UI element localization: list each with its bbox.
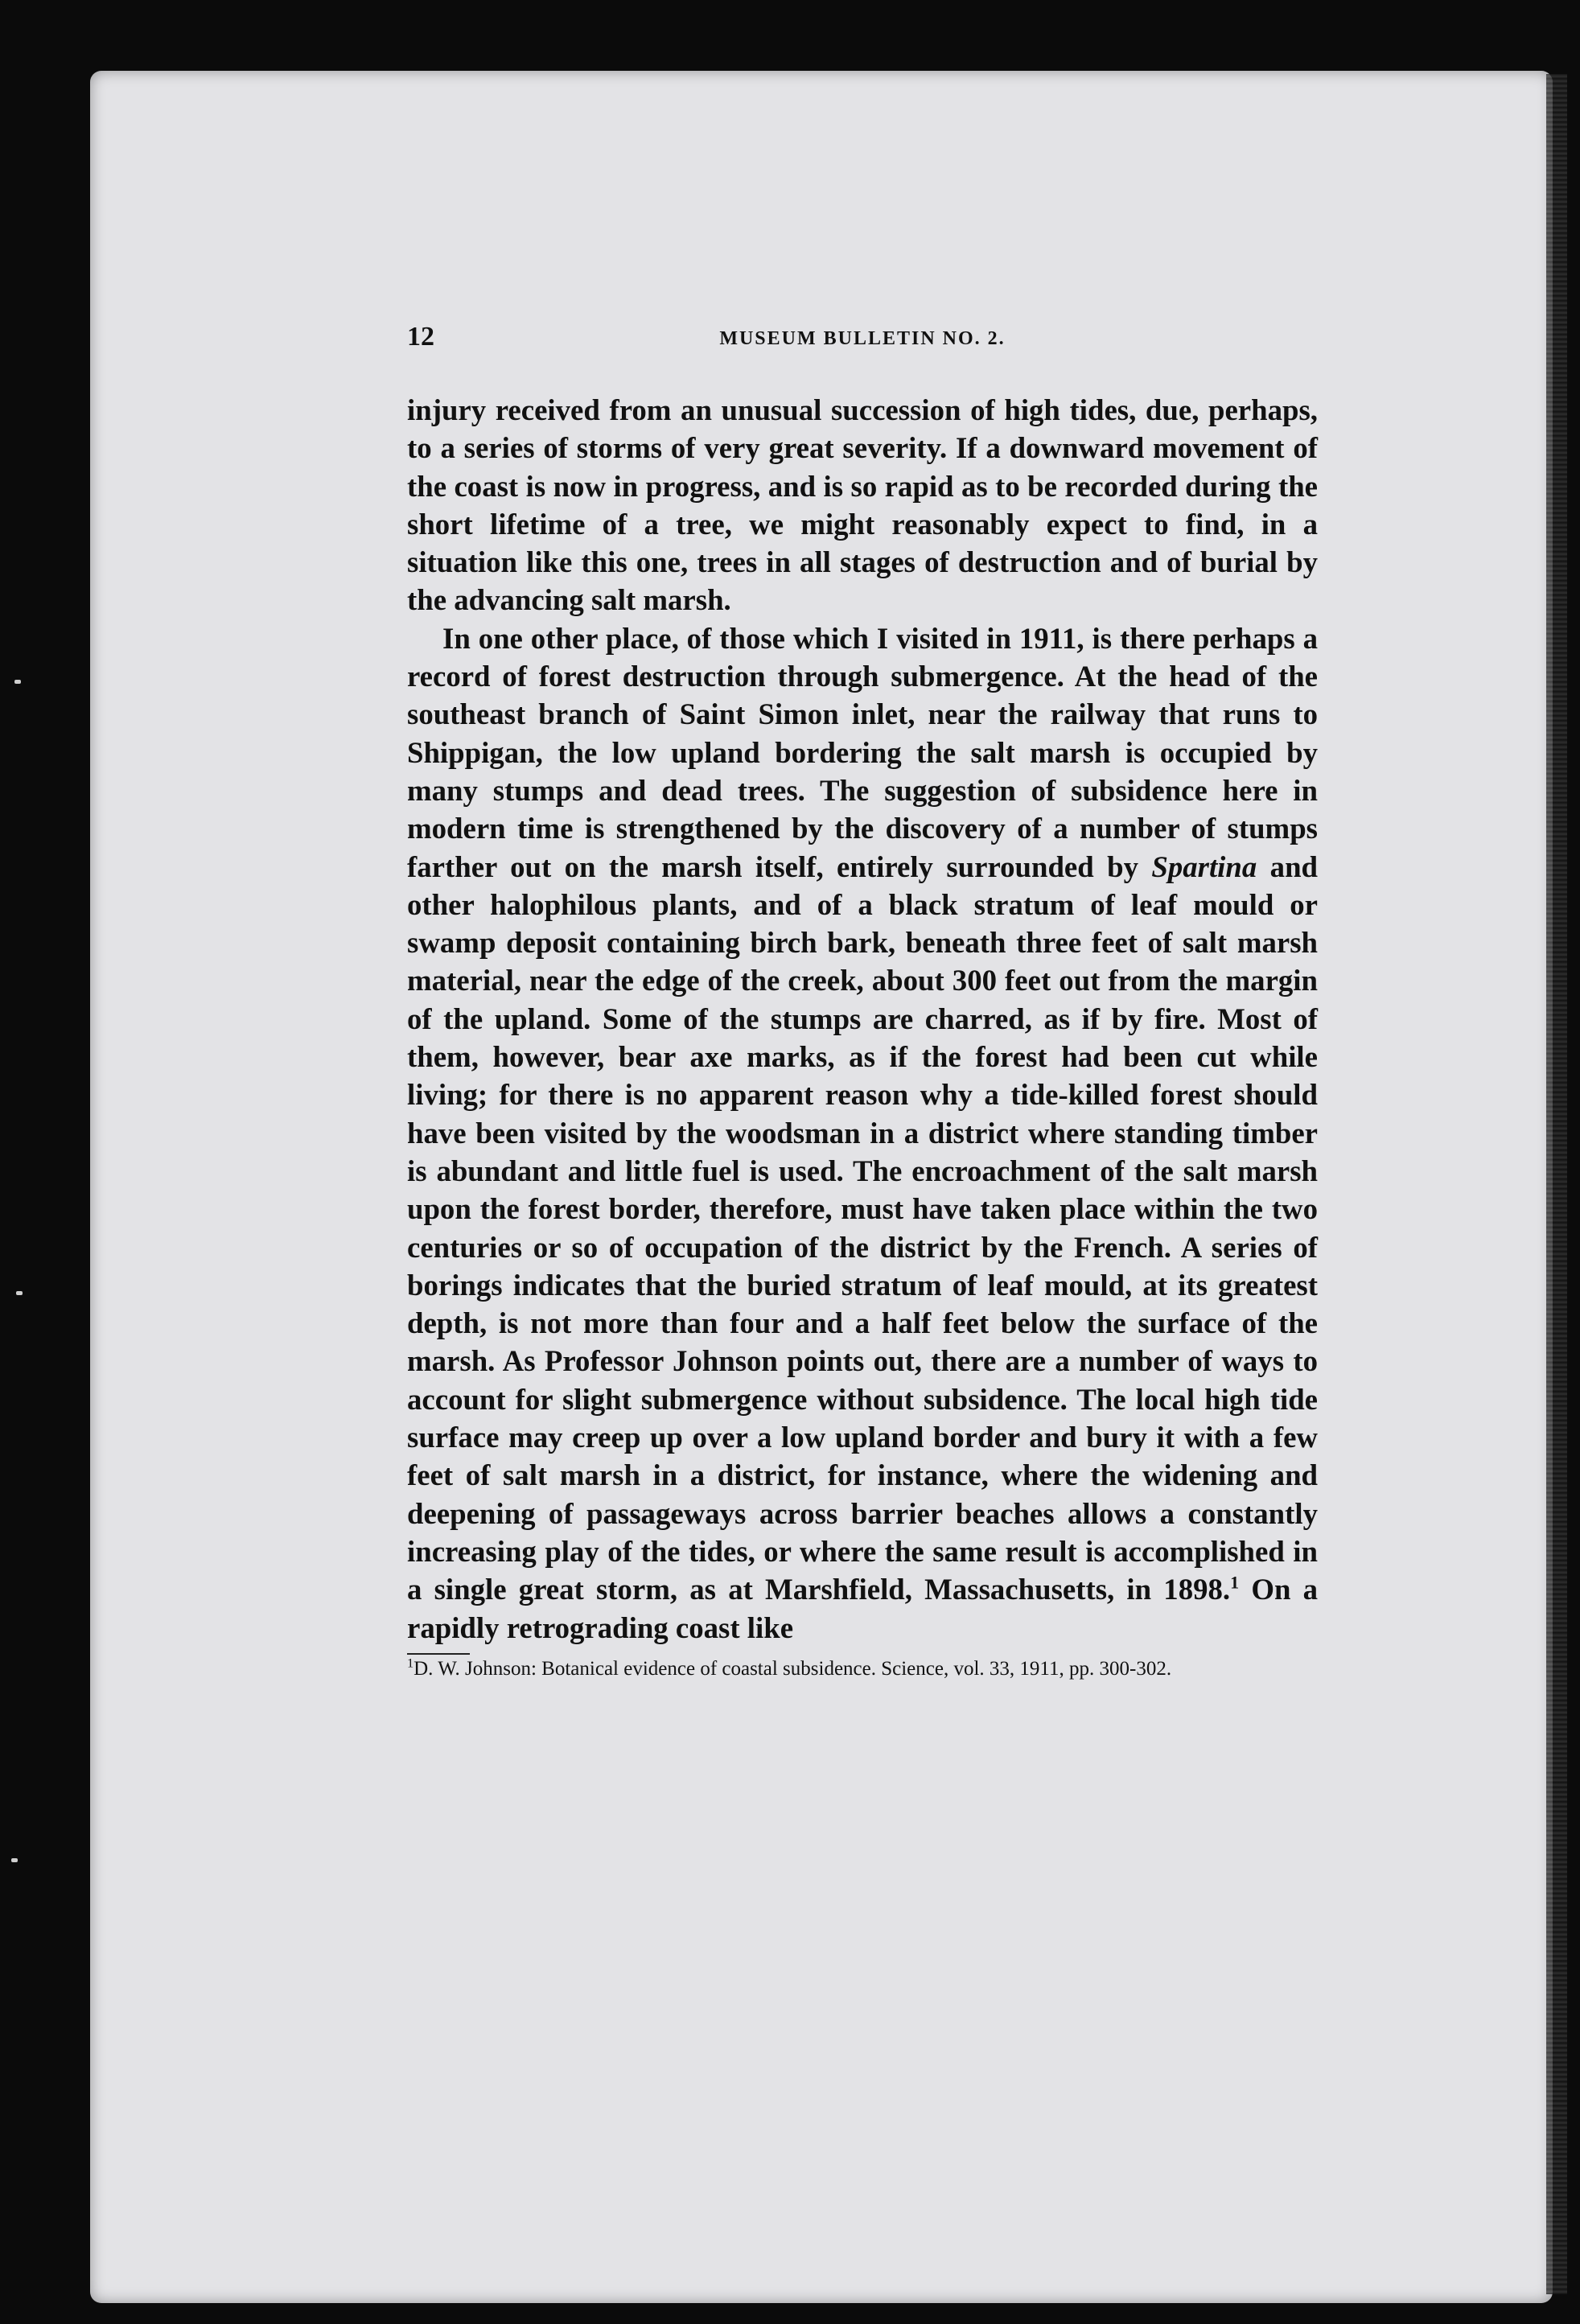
paragraph-1: injury received from an unusual succession of high tides, due, perhaps, to a series of storms of very great severity. If a downward movement of the coast is now in progress, and is so rapid as to be recorded during the short lifetime of a tree, we might reasonably expect to find, in a situation like this one, trees in all stages of destruction and of burial by the advancing salt marsh. <box>407 393 1318 617</box>
page-edge-shadow <box>1546 74 1567 2294</box>
paragraph-2 <box>407 619 1318 1647</box>
scan-speck <box>16 1291 23 1295</box>
page-header <box>407 322 1318 370</box>
running-head: MUSEUM BULLETIN NO. 2. <box>719 328 1006 349</box>
footnote-reference: 1 <box>1230 1572 1240 1593</box>
italic-species-name: Spartina <box>1151 849 1257 883</box>
paragraph-2-part-3: On a rapidly retrograding coast like <box>407 1573 1318 1644</box>
page-number: 12 <box>407 322 434 352</box>
footnote-divider <box>407 1653 470 1655</box>
scan-speck <box>14 680 21 684</box>
paragraph-2-part-1: In one other place, of those which I visited in 1911, is there perhaps a record of forest destruction through submergence. At the head of the southeast branch of Saint Simon inlet, near the railway that runs to Shippigan, the low upland bordering the salt marsh is occupied by many stumps and dead trees. The suggestion of subsidence here in modern time is strengthened by the discovery of a number of stumps farther out on the marsh itself, entirely surrounded by <box>407 621 1318 883</box>
page-content <box>407 322 1318 1680</box>
footnote-number: 1 <box>407 1656 414 1671</box>
footnote-text: D. W. Johnson: Botanical evidence of coastal subsidence. Science, vol. 33, 1911, pp. 300-302. <box>414 1657 1172 1680</box>
scan-speck <box>11 1858 18 1862</box>
body-text <box>407 391 1318 1647</box>
footnote <box>407 1658 1318 1680</box>
paragraph-2-part-2: and other halophilous plants, and of a black stratum of leaf mould or swamp deposit containing birch bark, beneath three feet of salt marsh material, near the edge of the creek, about 300 feet out from the margin of the upland. Some of the stumps are charred, as if by fire. Most of them, however, bear axe marks, as if the forest had been cut while living; for there is no apparent reason why a tide-killed forest should have been visited by the woodsman in a district where standing timber is abundant and little fuel is used. The encroachment of the salt marsh upon the forest border, therefore, must have taken place within the two centuries or so of occupation of the district by the French. A series of borings indicates that the buried stratum of leaf mould, at its greatest depth, is not more than four and a half feet below the surface of the marsh. As Professor Johnson points out, there are a number of ways to account for slight submergence without subsidence. The local high tide surface may creep up over a low upland border and bury it with a few feet of salt marsh in a district, for instance, where the widening and deepening of passageways across barrier beaches allows a constantly increasing play of the tides, or where the same result is accomplished in a single great storm, as at Marshfield, Massachusetts, in 1898. <box>407 849 1319 1606</box>
